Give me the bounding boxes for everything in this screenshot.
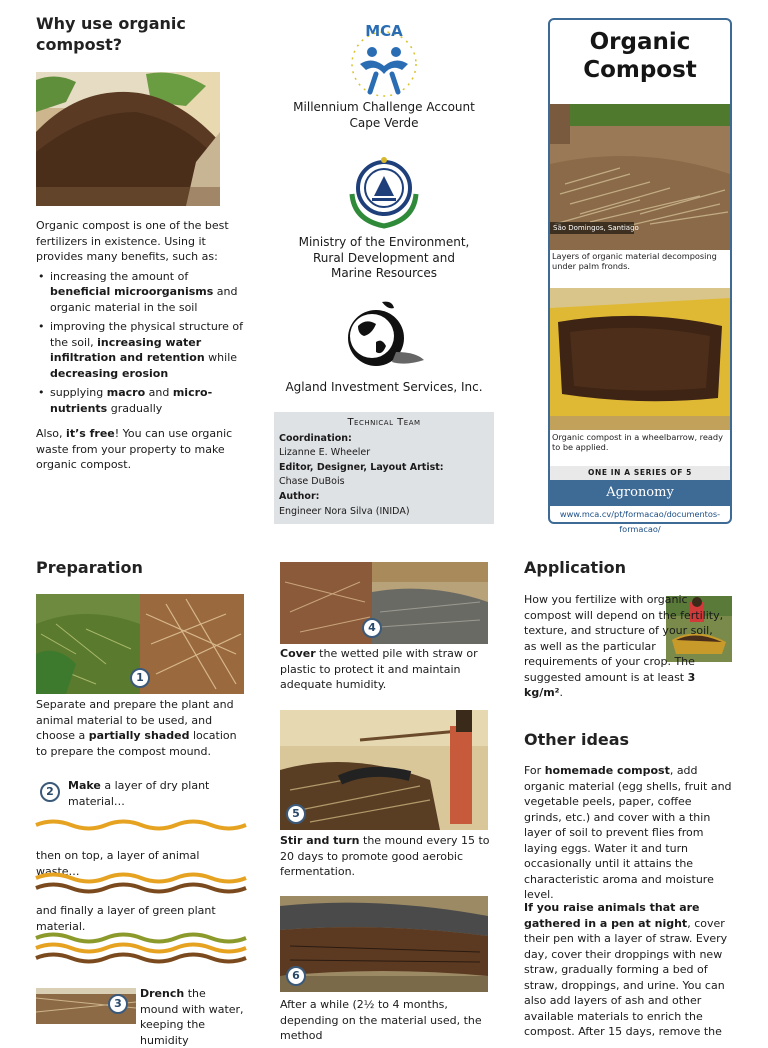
cover-caption-1: Layers of organic material decomposing under palm fronds.: [552, 251, 717, 271]
coordination-label: Coordination:: [279, 432, 352, 444]
step2-rest: a layer of dry plant material…: [68, 779, 210, 808]
why-also: [36, 426, 248, 473]
step-3-text: [140, 986, 246, 1048]
plant-animal-material-photo: [36, 594, 244, 694]
also-bold: it’s free: [66, 427, 115, 440]
step5-rest: the mound every 15 to 20 days to promote good aerobic fermentation.: [280, 834, 490, 878]
application-title: Application: [524, 558, 627, 577]
p2-bold: If you raise animals that are gathered in a pen at night: [524, 901, 700, 930]
step-6-text: After a while (2½ to 4 months, depending on the material used, the method: [280, 998, 482, 1042]
palm-frond-photo: [550, 104, 730, 250]
p1-pre: For: [524, 764, 545, 777]
benefit-text-run: supplying: [50, 386, 107, 399]
p1-bold: homemade compost: [544, 764, 670, 777]
why-intro: Organic compost is one of the best fertilizers in existence. Using it provides many benefits, such as:: [36, 219, 229, 263]
why-body: [36, 218, 248, 473]
dry-layer-wave: [36, 816, 246, 834]
drench-photo: [36, 988, 136, 1024]
cover-caption-2: Organic compost in a wheelbarrow, ready to be applied.: [552, 432, 723, 452]
step-4-badge: 4: [362, 618, 382, 638]
step-6-badge: 6: [286, 966, 306, 986]
wheelbarrow-photo: [550, 288, 730, 430]
why-panel: [36, 14, 246, 56]
step2-bold: Make: [68, 779, 101, 792]
step5-bold: Stir and turn: [280, 834, 360, 847]
benefit-list: [36, 269, 248, 417]
editor-name: Chase DuBois: [279, 476, 345, 488]
p1-rest: , add organic material (egg shells, fruit and vegetable peels, paper, coffee grinds, etc.) and cover with a thin layer of soil to prevent flies from laying eggs. Water it and turn occasionally until it attains the characteristic aroma and moisture level.: [524, 764, 732, 901]
photo-location-overlay: São Domingos, Santiago: [553, 224, 639, 232]
covered-pile-photo: [280, 562, 488, 644]
p2-rest: , cover their pen with a layer of straw. Every day, cover their droppings with new straw, gradually forming a bed of straw, droppings, and urine. You can also add layers of ash and other available materials to enrich the compost. After 15 days, remove the: [524, 916, 728, 1038]
step-5-badge: 5: [286, 804, 306, 824]
benefit-text-run: gradually: [107, 401, 163, 415]
step-2-badge: 2: [40, 782, 60, 802]
cover-panel: [548, 18, 732, 534]
agland-globe-logo: [342, 300, 426, 372]
benefit-text-run: increasing water infiltration and retention: [50, 335, 205, 364]
series-name: Agronomy: [550, 480, 730, 506]
author-name: Engineer Nora Silva (INIDA): [279, 505, 410, 517]
author-label: Author:: [279, 490, 320, 502]
ministry-name: Ministry of the Environment, Rural Development and Marine Resources: [298, 235, 470, 280]
step-2b-text: then on top, a layer of animal waste…: [36, 849, 200, 878]
team-title: Technical Team: [347, 417, 421, 428]
application-amount: 3 kg/m²: [524, 670, 696, 699]
mca-name: Millennium Challenge Account Cape Verde: [293, 100, 475, 130]
benefit-text-run: and organic material in the soil: [50, 285, 238, 314]
step-1-text: [36, 697, 248, 759]
step-2-text: [68, 778, 218, 809]
preparation-title: Preparation: [36, 558, 143, 577]
step-3-badge: 3: [108, 994, 128, 1014]
stir-turn-photo: [280, 710, 488, 830]
benefit-text-run: macro: [106, 386, 146, 399]
benefit-text-run: beneficial microorganisms: [50, 285, 214, 298]
step3-rest: the mound with water, keeping the humidity: [140, 987, 244, 1047]
benefit-item: [36, 385, 248, 416]
application-text: [524, 592, 724, 701]
benefit-item: [36, 269, 248, 316]
cover-title: [550, 28, 730, 84]
step-4-text: [280, 646, 490, 693]
step1-bold: partially shaded: [88, 729, 190, 742]
compost-pile-photo: [36, 72, 220, 206]
training-url-link[interactable]: www.mca.cv/pt/formacao/documentos-formacao/: [559, 509, 721, 534]
mca-logo-text: MCA: [365, 22, 403, 40]
step1-post: location to prepare the compost mound.: [36, 729, 237, 758]
step-5-text: [280, 833, 490, 880]
step-2c-text: and finally a layer of green plant material.: [36, 904, 216, 933]
green-layer-wave: [36, 930, 246, 970]
step3-bold: Drench: [140, 987, 185, 1000]
benefit-text-run: while: [204, 351, 238, 364]
benefit-text-run: decreasing erosion: [50, 366, 169, 380]
step4-rest: the wetted pile with straw or plastic to protect it and maintain adequate humidity.: [280, 647, 478, 691]
finished-mound-photo: [280, 896, 488, 992]
other-p2: [524, 900, 732, 1040]
cover-title-line1: Organic: [589, 29, 691, 55]
cape-verde-seal: [344, 150, 424, 230]
benefit-text-run: increasing the amount of: [50, 269, 189, 283]
benefit-text-run: improving the physical structure of the soil,: [50, 320, 243, 349]
editor-label: Editor, Designer, Layout Artist:: [279, 461, 444, 473]
also-prefix: Also,: [36, 427, 67, 440]
why-title: Why use organic compost?: [36, 14, 186, 54]
benefit-text-run: micro-nutrients: [50, 386, 213, 415]
series-label: ONE IN A SERIES OF 5: [550, 466, 730, 480]
step-1-badge: 1: [130, 668, 150, 688]
application-text-a: How you fertilize with organic compost will depend on the fertility, texture, and structure of your soil, as well as the particular requirements of your crop. The suggested amount is at least: [524, 593, 724, 684]
technical-team-box: [274, 412, 494, 524]
step4-bold: Cover: [280, 647, 316, 660]
animal-layer-wave: [36, 870, 246, 896]
agland-name: Agland Investment Services, Inc.: [285, 380, 483, 394]
coordination-name: Lizanne E. Wheeler: [279, 447, 371, 459]
cover-title-line2: Compost: [583, 57, 697, 83]
benefit-item: [36, 319, 248, 381]
step1-pre: Separate and prepare the plant and animal material to be used, and choose a: [36, 698, 234, 742]
also-rest: ! You can use organic waste from your property to make organic compost.: [36, 427, 233, 471]
mca-logo: [346, 20, 422, 98]
other-p1: [524, 763, 732, 903]
benefit-text-run: and: [145, 386, 173, 399]
application-text-b: .: [559, 686, 563, 699]
other-ideas-title: Other ideas: [524, 730, 630, 749]
